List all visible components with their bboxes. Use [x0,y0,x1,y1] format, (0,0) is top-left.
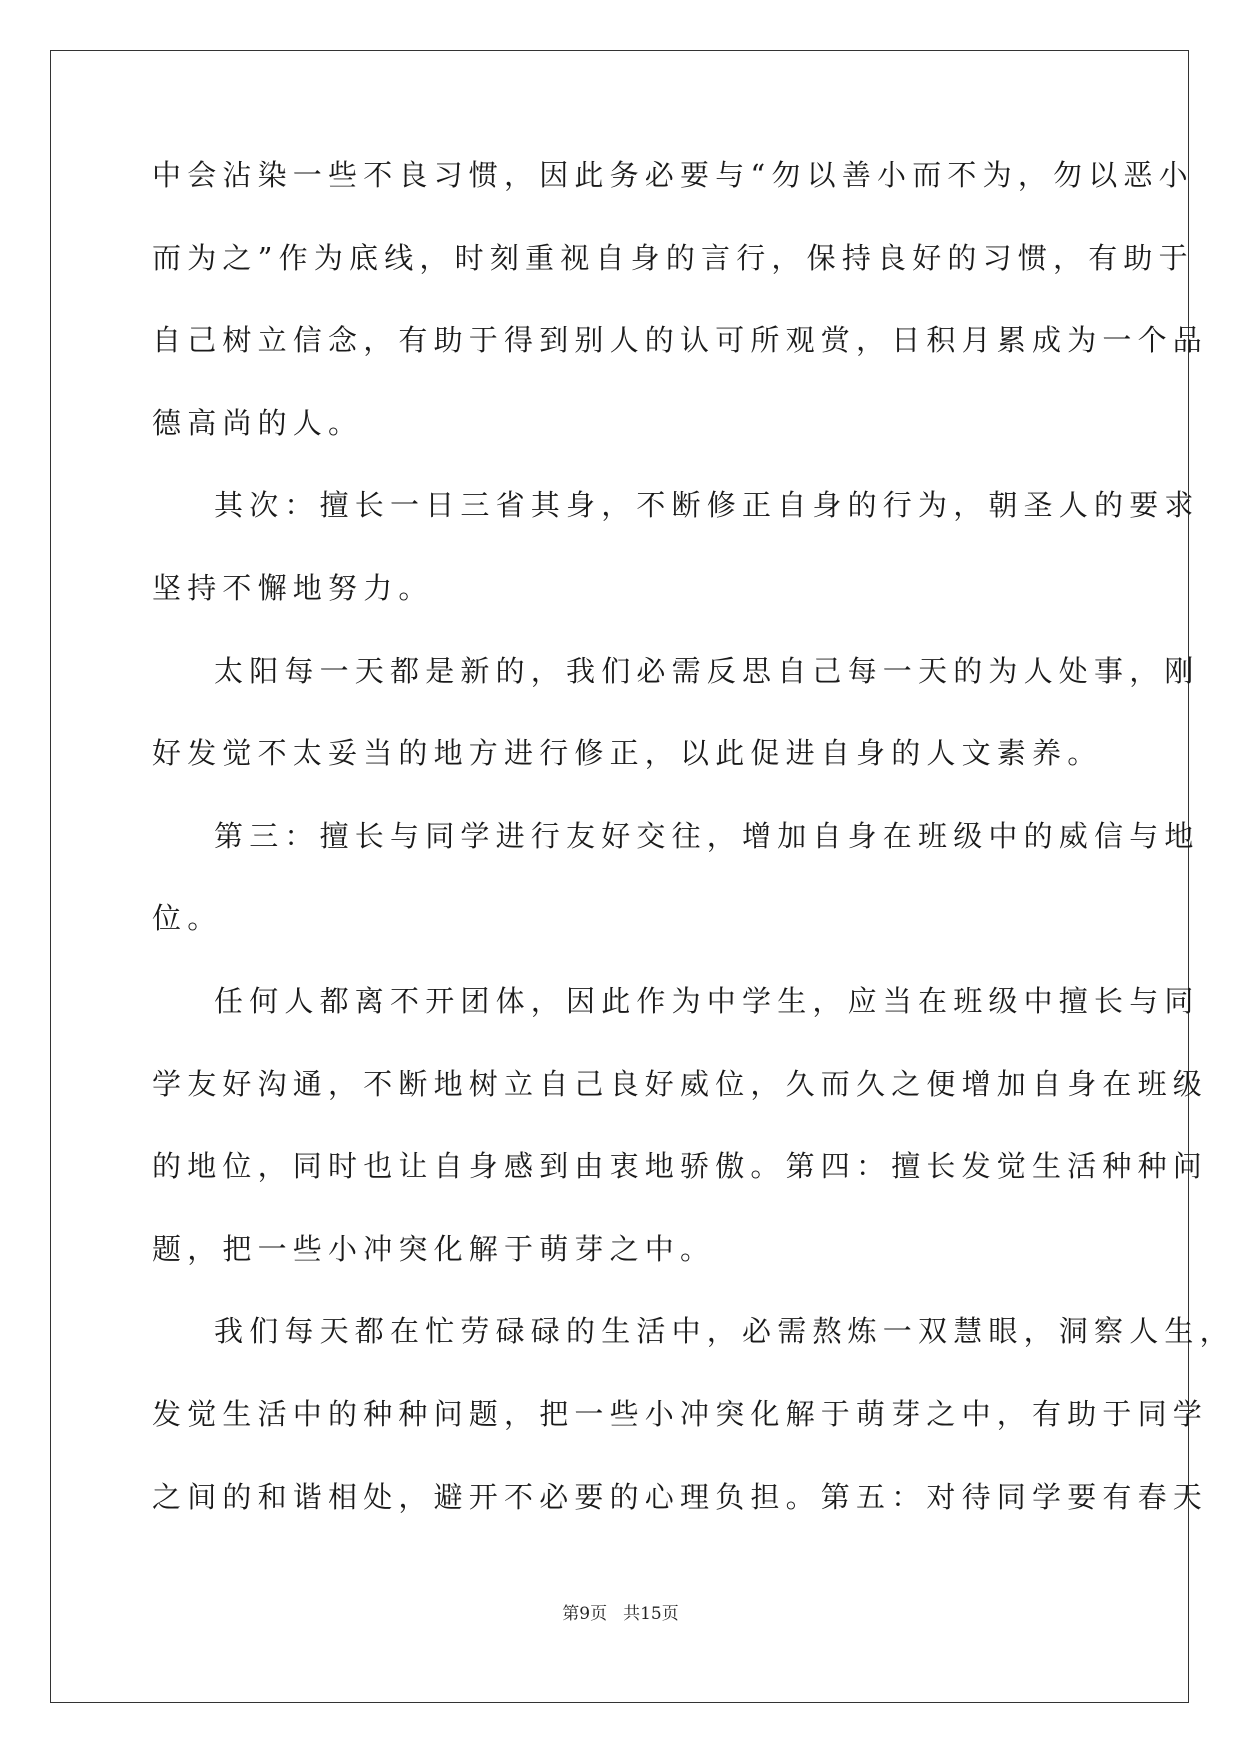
total-prefix: 共 [623,1604,641,1624]
text-line: 位。 [152,901,223,936]
page-suffix: 页 [590,1604,608,1624]
text-line: 的地位，同时也让自身感到由衷地骄傲。第四：擅长发觉生活种种问 [152,1149,1209,1184]
total-suffix: 页 [661,1604,679,1624]
paragraph-start-line: 其次：擅长一日三省其身，不断修正自身的行为，朝圣人的要求 [214,488,1200,523]
document-body [152,158,1235,1562]
paragraph-start-line: 我们每天都在忙劳碌碌的生活中，必需熬炼一双慧眼，洞察人生， [214,1314,1235,1349]
paragraph-start-line: 太阳每一天都是新的，我们必需反思自己每一天的为人处事，刚 [214,653,1200,688]
text-line: 德高尚的人。 [152,405,364,440]
text-line: 好发觉不太妥当的地方进行修正，以此促进自身的人文素养。 [152,736,1103,771]
text-line: 坚持不懈地努力。 [152,570,434,605]
page-prefix: 第 [562,1604,580,1624]
text-line: 而为之”作为底线，时刻重视自身的言行，保持良好的习惯，有助于 [152,240,1194,275]
paragraph-start-line: 第三：擅长与同学进行友好交往，增加自身在班级中的威信与地 [214,818,1200,853]
total-pages: 15 [640,1604,662,1624]
text-line: 题，把一些小冲突化解于萌芽之中。 [152,1231,716,1266]
page-number: 9 [579,1604,591,1624]
text-line: 学友好沟通，不断地树立自己良好威位，久而久之便增加自身在班级 [152,1066,1209,1101]
page-footer [0,1604,1241,1624]
text-line: 之间的和谐相处，避开不必要的心理负担。第五：对待同学要有春天 [152,1479,1209,1514]
text-line: 发觉生活中的种种问题，把一些小冲突化解于萌芽之中，有助于同学 [152,1396,1209,1431]
text-line: 中会沾染一些不良习惯，因此务必要与“勿以善小而不为，勿以恶小 [152,158,1194,192]
text-line: 自己树立信念，有助于得到别人的认可所观赏，日积月累成为一个品 [152,323,1209,358]
paragraph-start-line: 任何人都离不开团体，因此作为中学生，应当在班级中擅长与同 [214,983,1200,1018]
